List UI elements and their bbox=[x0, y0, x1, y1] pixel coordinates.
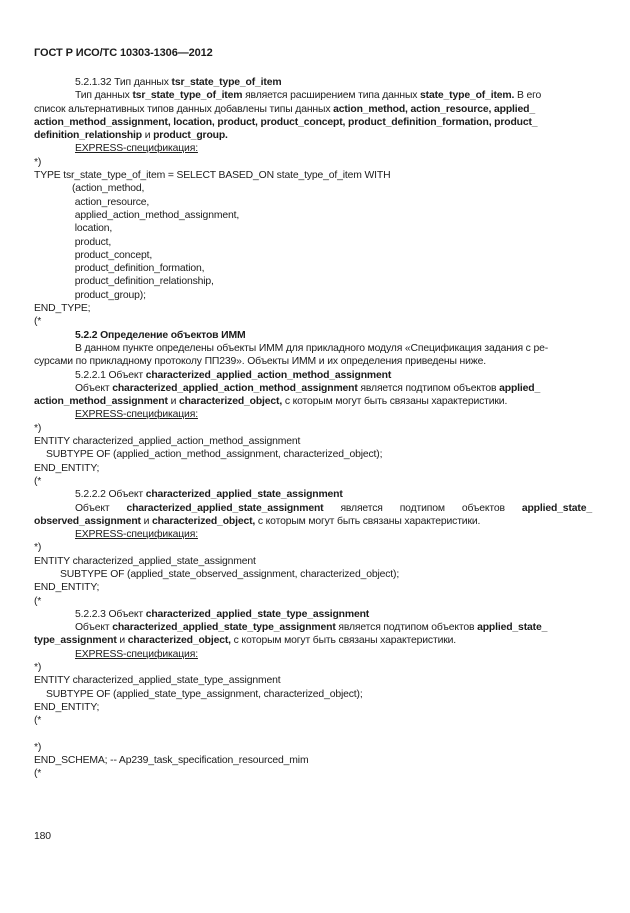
blank-line bbox=[34, 728, 592, 741]
comment-open-marker: (* bbox=[34, 595, 42, 607]
code-line: ENTITY characterized_applied_state_assignment bbox=[34, 555, 256, 567]
comment-open-marker: (* bbox=[34, 475, 42, 487]
subsection-heading-5-2-2-1: 5.2.2.1 Объект characterized_applied_action_method_assignment bbox=[75, 369, 392, 381]
code-line: (action_method, bbox=[72, 183, 145, 195]
code-line: END_TYPE; bbox=[34, 303, 91, 315]
section-heading-5-2-2: 5.2.2 Определение объектов ИММ bbox=[75, 329, 246, 341]
paragraph-line: Объект characterized_applied_action_method_assignment является подтипом объектов applied_ bbox=[75, 382, 541, 394]
comment-open-marker: (* bbox=[34, 715, 42, 727]
subsection-heading-5-2-2-2: 5.2.2.2 Объект characterized_applied_state_assignment bbox=[75, 489, 343, 501]
paragraph-line: сурсами по прикладному протоколу ПП239». Объекты ИММ и их определения приведены ниже. bbox=[34, 356, 486, 368]
express-spec-label: EXPRESS-спецификация: bbox=[75, 648, 198, 660]
code-line: SUBTYPE OF (applied_action_method_assignment, characterized_object); bbox=[46, 449, 383, 461]
paragraph-line: Объект characterized_applied_state_type_assignment является подтипом объектов applied_state_ bbox=[75, 622, 548, 634]
end-schema-line: END_SCHEMA; -- Ap239_task_specification_resourced_mim bbox=[34, 755, 309, 767]
subsection-heading-5-2-2-3: 5.2.2.3 Объект characterized_applied_state_type_assignment bbox=[75, 608, 370, 620]
code-line: product_definition_formation, bbox=[74, 263, 205, 275]
comment-open-marker: (* bbox=[34, 768, 42, 780]
comment-close-marker: *) bbox=[34, 542, 42, 554]
code-line: applied_action_method_assignment, bbox=[74, 209, 240, 221]
paragraph-line: В данном пункте определены объекты ИММ для прикладного модуля «Спецификация задания с ре- bbox=[75, 342, 549, 354]
subsection-heading-5-2-1-32: 5.2.1.32 Тип данных tsr_state_type_of_item bbox=[75, 77, 282, 88]
code-line: ENTITY characterized_applied_action_method_assignment bbox=[34, 436, 301, 448]
page-number: 180 bbox=[34, 831, 51, 842]
code-line: SUBTYPE OF (applied_state_observed_assignment, characterized_object); bbox=[60, 568, 400, 580]
code-line: END_ENTITY; bbox=[34, 582, 100, 594]
code-line: product_definition_relationship, bbox=[74, 276, 214, 288]
comment-close-marker: *) bbox=[34, 662, 42, 674]
express-spec-label: EXPRESS-спецификация: bbox=[75, 529, 198, 541]
code-line: END_ENTITY; bbox=[34, 701, 100, 713]
comment-close-marker: *) bbox=[34, 741, 42, 753]
express-spec-label: EXPRESS-спецификация: bbox=[75, 409, 198, 421]
paragraph-line: action_method_assignment и characterized_object, с которым могут быть связаны характеристики. bbox=[34, 396, 508, 408]
comment-open-marker: (* bbox=[34, 316, 42, 328]
code-line: action_resource, bbox=[74, 196, 150, 208]
code-line: product_group); bbox=[74, 289, 146, 301]
comment-close-marker: *) bbox=[34, 422, 42, 434]
paragraph-line: Тип данных tsr_state_type_of_item является расширением типа данных state_type_of_item. В его bbox=[75, 90, 542, 102]
code-line: SUBTYPE OF (applied_state_type_assignment, characterized_object); bbox=[46, 688, 363, 700]
paragraph-line: observed_assignment и characterized_object, с которым могут быть связаны характеристики. bbox=[34, 515, 481, 527]
paragraph-line: type_assignment и characterized_object, с которым могут быть связаны характеристики. bbox=[34, 635, 457, 647]
paragraph-line: список альтернативных типов данных добавлены типы данных action_method, action_resource, applied_ bbox=[34, 103, 535, 115]
code-line: product, bbox=[74, 236, 112, 248]
code-line: ENTITY characterized_applied_state_type_assignment bbox=[34, 675, 281, 687]
comment-close-marker: *) bbox=[34, 156, 42, 168]
code-line: END_ENTITY; bbox=[34, 462, 100, 474]
express-spec-label: EXPRESS-спецификация: bbox=[75, 143, 198, 155]
document-body bbox=[34, 76, 592, 781]
paragraph-line: definition_relationship и product_group. bbox=[34, 130, 228, 142]
code-line: TYPE tsr_state_type_of_item = SELECT BASED_ON state_type_of_item WITH bbox=[34, 170, 391, 182]
page-header-title: ГОСТ Р ИСО/ТС 10303-1306—2012 bbox=[34, 47, 213, 59]
paragraph-line: action_method_assignment, location, product, product_concept, product_definition_formation, product_ bbox=[34, 116, 538, 128]
paragraph-line: Объект characterized_applied_state_assignment является подтипом объектов applied_state_ bbox=[75, 502, 592, 514]
code-line: product_concept, bbox=[74, 249, 153, 261]
code-line: location, bbox=[74, 223, 113, 235]
